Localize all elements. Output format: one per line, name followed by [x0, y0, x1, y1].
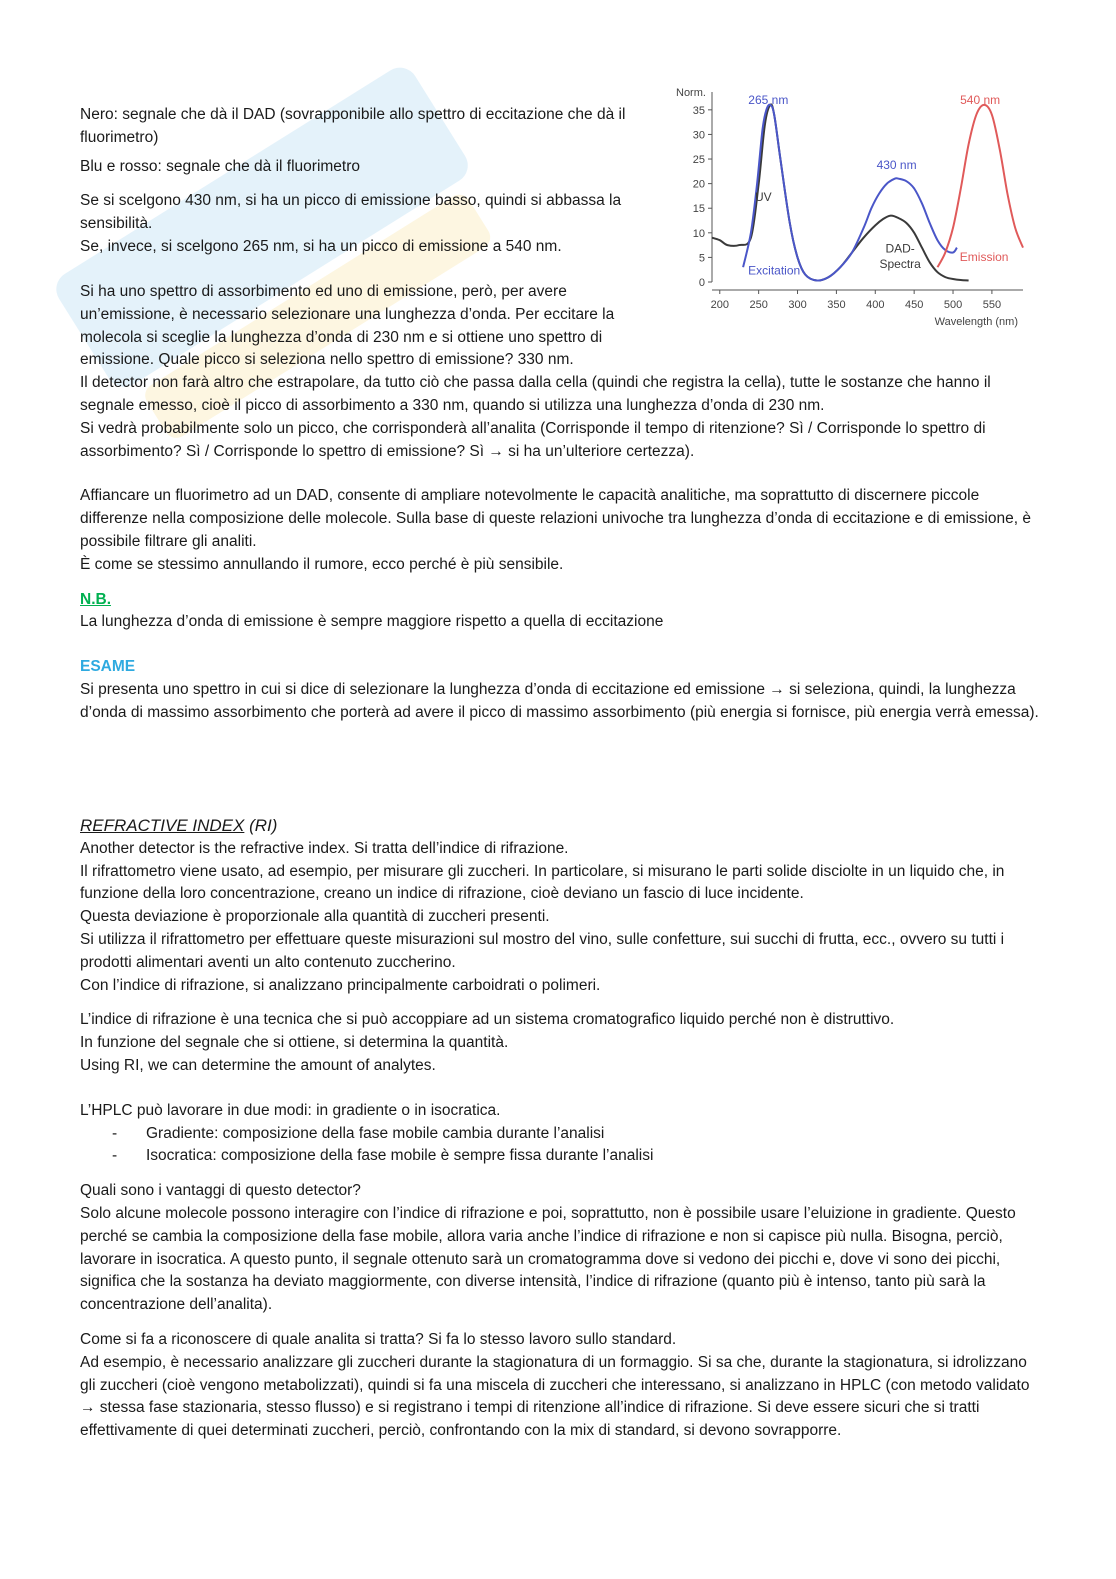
y-tick-label: 35	[692, 104, 705, 117]
ri-paragraph-5: Con l’indice di rifrazione, si analizzano principalmente carboidrati o polimeri.	[80, 976, 601, 994]
annotation-excitation: Excitation	[748, 263, 801, 278]
y-tick-label: 25	[692, 154, 705, 167]
list-item: - Isocratica: composizione della fase mobile è sempre fissa durante l’analisi	[112, 1145, 1040, 1168]
annotation-emission: Emission	[959, 249, 1009, 264]
ri-abbr: (RI)	[244, 816, 278, 835]
x-tick-label: 200	[710, 299, 729, 311]
paragraph-spectrum: Si ha uno spettro di assorbimento ed uno di emissione, però, per avere un’emissione, è necessario selezionare una lunghezza d’onda. Per eccitare la molecola si sceglie la lunghezza d’onda di 230 nm e si ottiene uno spettro di emissione. Quale picco si seleziona nello spettro di emissione? 330 nm.	[80, 283, 615, 369]
x-axis-title: Wavelength (nm)	[934, 316, 1018, 328]
ri-paragraph-6: L’indice di rifrazione è una tecnica che si può accoppiare ad un sistema cromatografico liquido perché non è distruttivo.	[80, 1011, 895, 1029]
x-tick-label: 250	[749, 299, 768, 311]
paragraph-430: Se si scelgono 430 nm, si ha un picco di emissione basso, quindi si abbassa la sensibilità.	[80, 192, 622, 233]
nb-heading: N.B.	[80, 590, 111, 608]
series-line-dad-spectra	[712, 104, 969, 280]
y-tick-label: 0	[698, 277, 705, 289]
x-tick-label: 400	[866, 299, 885, 311]
chart-labels	[748, 93, 1008, 278]
y-axis-title: Norm.	[676, 87, 706, 99]
x-tick-label: 350	[827, 299, 846, 311]
annotation-dad: DAD-	[885, 241, 915, 256]
x-tick-label: 550	[982, 299, 1002, 311]
paragraph-dad: Nero: segnale che dà il DAD (sovrapponibile allo spettro di eccitazione che dà il fluorimetro)	[80, 106, 626, 146]
list-item: - Gradiente: composizione della fase mobile cambia durante l’analisi	[112, 1123, 1040, 1146]
esame-text: Si presenta uno spettro in cui si dice di selezionare la lunghezza d’onda di eccitazione ed emissione → si seleziona, quindi, la lunghezza d’onda di massimo assorbimento che porterà ad avere il picco di massimo assorbimento (più energia si fornisce, più energia verrà emessa).	[80, 680, 1039, 721]
x-tick-label: 300	[788, 299, 807, 311]
ri-heading	[80, 815, 1040, 838]
annotation-spectra: Spectra	[879, 257, 921, 272]
hplc-paragraph: L’HPLC può lavorare in due modi: in gradiente o in isocratica.	[80, 1101, 501, 1119]
hplc-list	[80, 1123, 1040, 1169]
paragraph-fluorimeter: Affiancare un fluorimetro ad un DAD, consente di ampliare notevolmente le capacità analitiche, ma soprattutto di discernere piccole differenze nella composizione delle molecole. Sulla base di queste relazioni univoche tra lunghezza d’onda di eccitazione e di emissione, è possibile filtrare gli analiti.	[80, 487, 1031, 550]
paragraph-peak: Si vedrà probabilmente solo un picco, che corrisponderà all’analita (Corrisponde il tempo di ritenzione? Sì / Corrisponde lo spettro di assorbimento? Sì / Corrisponde lo spettro di emissione? Sì → si ha un’ulteriore certezza).	[80, 419, 986, 460]
y-tick-label: 30	[692, 129, 705, 142]
annotation-430nm: 430 nm	[876, 157, 917, 172]
ri-paragraph-8: Using RI, we can determine the amount of analytes.	[80, 1056, 436, 1074]
y-tick-label: 5	[698, 252, 705, 265]
ri-title: REFRACTIVE INDEX	[80, 816, 245, 835]
annotation-uv: UV	[754, 189, 772, 204]
advantages-question: Quali sono i vantaggi di questo detector?	[80, 1182, 361, 1200]
x-tick-label: 450	[904, 299, 924, 311]
recognition-question: Come si fa a riconoscere di quale analita si tratta? Si fa lo stesso lavoro sullo standard.	[80, 1330, 677, 1348]
spectrum-section	[80, 281, 1040, 725]
paragraph-detector: Il detector non farà altro che estrapolare, da tutto ciò che passa dalla cella (quindi che registra la cella), tutte le sostanze che hanno il segnale emesso, cioè il picco di assorbimento a 330 nm, quando si utilizza una lunghezza d’onda di 230 nm.	[80, 374, 991, 414]
y-tick-label: 15	[692, 203, 705, 216]
y-tick-label: 20	[692, 178, 705, 191]
esame-heading: ESAME	[80, 658, 136, 676]
intro-section	[80, 104, 660, 259]
series-line-emission	[938, 105, 1024, 267]
y-tick-label: 10	[692, 227, 705, 240]
ri-paragraph-1: Another detector is the refractive index. Si tratta dell’indice di rifrazione.	[80, 839, 569, 857]
paragraph-colors: Blu e rosso: segnale che dà il fluorimetro	[80, 157, 361, 175]
ri-section	[80, 815, 1040, 1443]
recognition-text: Ad esempio, è necessario analizzare gli zuccheri durante la stagionatura di un formaggio. Si sa che, durante la stagionatura, si idrolizzano gli zuccheri (cioè vengono metabolizzati), quindi si fa una miscela di zuccheri che interessano, si analizzano in HPLC (con metodo validato → stessa fase stazionaria, stesso flusso) e si registrano i tempi di ritenzione all’indice di rifrazione. Si deve essere sicuri che si tratti effettivamente di quei determinati zuccheri, perciò, confrontando con la mix di standard, si devono sovrapporre.	[80, 1353, 1030, 1440]
ri-paragraph-7: In funzione del segnale che si ottiene, si determina la quantità.	[80, 1034, 509, 1052]
ri-paragraph-2: Il rifrattometro viene usato, ad esempio, per misurare gli zuccheri. In particolare, si misurano le parti solide disciolte in un liquido che, in funzione della loro concentrazione, creano un indice di rifrazione, cioè deviano un fascio di luce incidente.	[80, 862, 1005, 903]
ri-paragraph-4: Si utilizza il rifrattometro per effettuare queste misurazioni sul mostro del vino, sulle confetture, sui succhi di frutta, ecc., ovvero su tutti i prodotti alimentari aventi un alto contenuto zuccherino.	[80, 930, 1005, 971]
ri-paragraph-3: Questa deviazione è proporzionale alla quantità di zuccheri presenti.	[80, 908, 550, 926]
advantages-text: Solo alcune molecole possono interagire con l’indice di rifrazione e poi, soprattutto, non è possibile usare l’eluizione in gradiente. Questo perché se cambia la composizione della fase mobile, allora varia anche l’indice di rifrazione e non si capisce più nulla. Bisogna, perciò, lavorare in isocratica. A questo punto, il segnale ottenuto sarà un cromatogramma dove si vedono dei picchi e, dove vi sono dei picchi, significa che la sostanza ha deviato maggiormente, con diverse intensità, l’indice di rifrazione (quanto più è intenso, tanto più sarà la concentrazione dell’analita).	[80, 1204, 1016, 1314]
annotation-265nm: 265 nm	[748, 93, 789, 107]
paragraph-noise: È come se stessimo annullando il rumore, ecco perché è più sensibile.	[80, 555, 564, 573]
nb-text: La lunghezza d’onda di emissione è sempre maggiore rispetto a quella di eccitazione	[80, 613, 664, 631]
annotation-540nm: 540 nm	[960, 93, 1001, 107]
x-tick-label: 500	[943, 299, 963, 311]
paragraph-265: Se, invece, si scelgono 265 nm, si ha un picco di emissione a 540 nm.	[80, 237, 562, 255]
